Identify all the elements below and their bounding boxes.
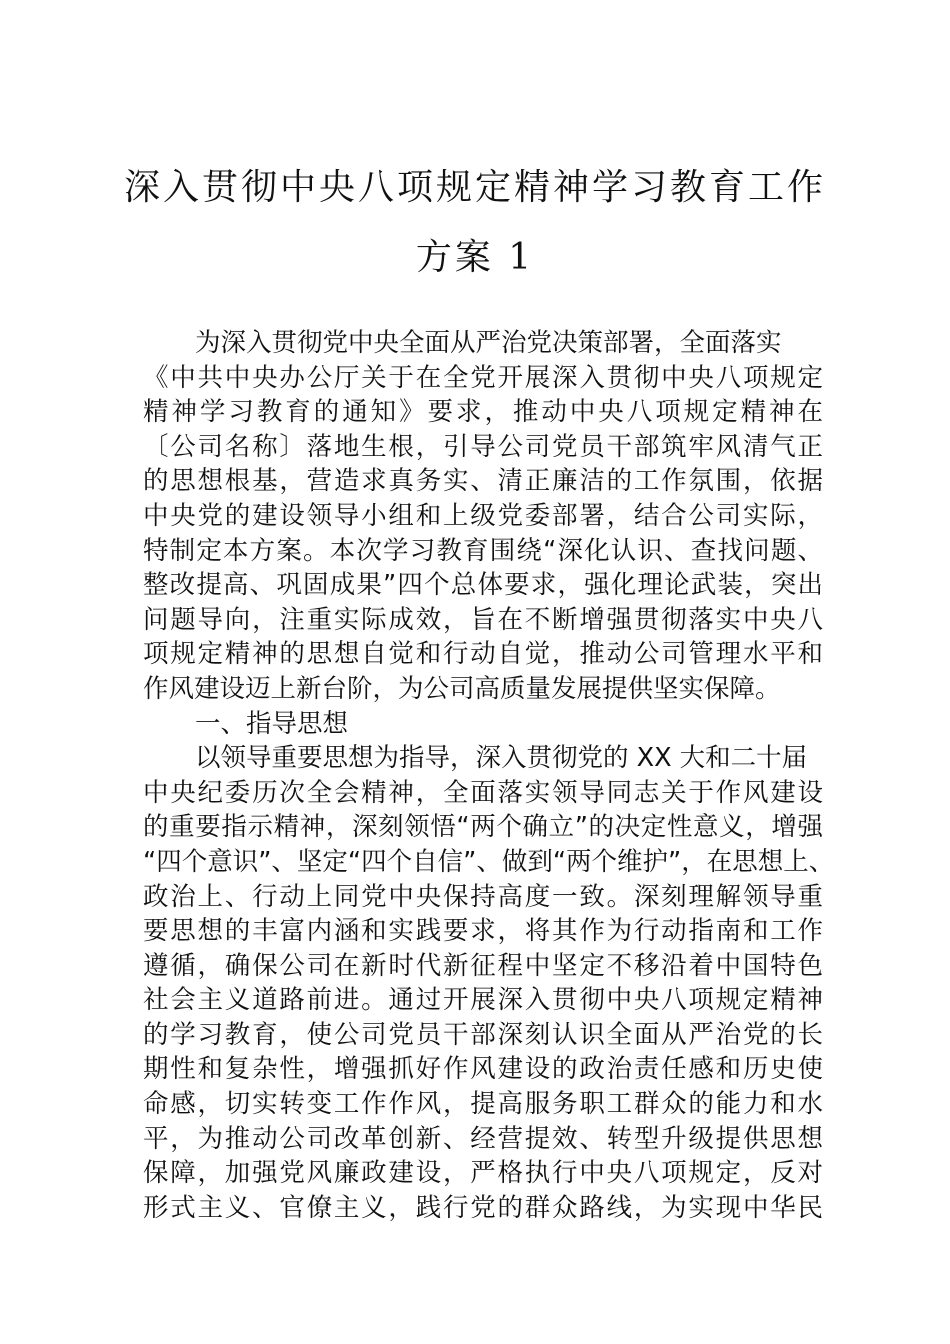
intro-line: 整改提高、巩固成果”四个总体要求，强化理论武装，突出	[143, 570, 823, 601]
section1-line: 政治上、行动上同党中央保持高度一致。深刻理解领导重	[143, 881, 823, 912]
intro-line: 作风建设迈上新台阶，为公司高质量发展提供坚实保障。	[143, 673, 781, 704]
section1-line: 以领导重要思想为指导，深入贯彻党的 XX 大和二十届	[195, 743, 808, 774]
document-title-line-2: 方案 1	[415, 237, 535, 278]
section1-line: 的学习教育，使公司党员干部深刻认识全面从严治党的长	[143, 1019, 823, 1050]
document-body	[143, 326, 835, 1225]
section1-line: 保障，加强党风廉政建设，严格执行中央八项规定，反对	[143, 1158, 823, 1189]
section1-line: 平，为推动公司改革创新、经营提效、转型升级提供思想	[143, 1123, 823, 1154]
intro-line: 项规定精神的思想自觉和行动自觉，推动公司管理水平和	[143, 639, 823, 670]
intro-line: 为深入贯彻党中央全面从严治党决策部署，全面落实	[195, 328, 782, 358]
intro-line: 问题导向，注重实际成效，旨在不断增强贯彻落实中央八	[143, 604, 823, 635]
section1-line: 社会主义道路前进。通过开展深入贯彻中央八项规定精神	[143, 985, 823, 1016]
section1-line: 中央纪委历次全会精神，全面落实领导同志关于作风建设	[143, 777, 823, 808]
section-heading-guiding-ideology: 一、指导思想	[195, 708, 349, 739]
section1-line: 遵循，确保公司在新时代新征程中坚定不移沿着中国特色	[143, 950, 823, 981]
section1-line: 的重要指示精神，深刻领悟“两个确立”的决定性意义，增强	[143, 812, 823, 843]
intro-line: 中央党的建设领导小组和上级党委部署，结合公司实际，	[143, 500, 823, 531]
section1-line: 形式主义、官僚主义，践行党的群众路线，为实现中华民	[143, 1192, 823, 1223]
section1-line: 要思想的丰富内涵和实践要求，将其作为行动指南和工作	[143, 916, 823, 947]
section1-line: 期性和复杂性，增强抓好作风建设的政治责任感和历史使	[143, 1054, 823, 1085]
intro-line: 特制定本方案。本次学习教育围绕“深化认识、查找问题、	[143, 535, 823, 566]
document-title-line-1: 深入贯彻中央八项规定精神学习教育工作	[123, 167, 826, 208]
intro-line: 《中共中央办公厅关于在全党开展深入贯彻中央八项规定	[143, 362, 823, 393]
section1-line: “四个意识”、坚定“四个自信”、做到“两个维护”，在思想上、	[143, 846, 835, 877]
intro-line: 精神学习教育的通知》要求，推动中央八项规定精神在	[143, 397, 823, 428]
intro-line: 〔公司名称〕落地生根，引导公司党员干部筑牢风清气正	[143, 431, 823, 462]
section1-line: 命感，切实转变工作作风，提高服务职工群众的能力和水	[143, 1089, 823, 1120]
intro-line: 的思想根基，营造求真务实、清正廉洁的工作氛围，依据	[143, 466, 823, 497]
